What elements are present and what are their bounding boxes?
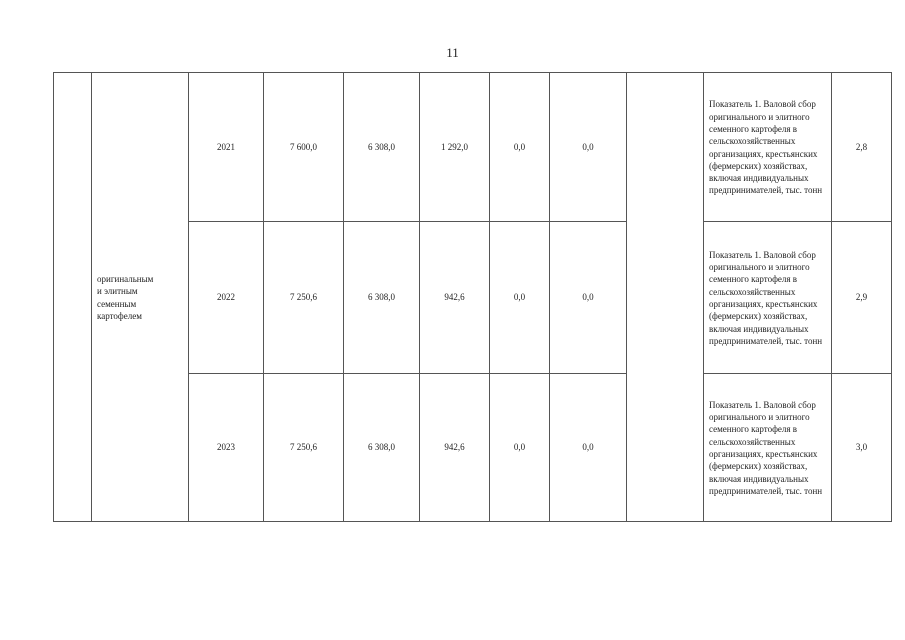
year-cell: 2023 xyxy=(189,374,264,522)
indicator-cell xyxy=(704,73,832,222)
indicator-value-cell: 2,8 xyxy=(832,73,892,222)
program-name-cell xyxy=(92,73,189,522)
total-cell: 7 250,6 xyxy=(264,374,344,522)
indicator-cell xyxy=(704,374,832,522)
total-cell: 7 600,0 xyxy=(264,73,344,222)
funding-cell-5: 0,0 xyxy=(550,73,627,222)
funding-cell-4: 0,0 xyxy=(490,374,550,522)
table-row xyxy=(54,73,892,222)
page-number: 11 xyxy=(446,45,459,60)
funding-cell-3: 942,6 xyxy=(420,374,490,522)
empty-cell xyxy=(627,73,704,522)
number-cell xyxy=(54,73,92,522)
funding-cell-3: 1 292,0 xyxy=(420,73,490,222)
funding-cell-2: 6 308,0 xyxy=(344,222,420,374)
indicator-cell xyxy=(704,222,832,374)
year-cell: 2022 xyxy=(189,222,264,374)
indicator-text: Показатель 1. Валовой сбор оригинального и элитного семенного картофеля в сельскохозяйственных организациях, крестьянских (фермерских) хозяйствах, включая индивидуальных предпринимателей, тыс. тонн xyxy=(709,249,823,346)
funding-cell-5: 0,0 xyxy=(550,222,627,374)
funding-cell-5: 0,0 xyxy=(550,374,627,522)
funding-cell-3: 942,6 xyxy=(420,222,490,374)
total-cell: 7 250,6 xyxy=(264,222,344,374)
program-table xyxy=(53,72,892,522)
indicator-text: Показатель 1. Валовой сбор оригинального и элитного семенного картофеля в сельскохозяйственных организациях, крестьянских (фермерских) хозяйствах, включая индивидуальных предпринимателей, тыс. тонн xyxy=(709,99,823,196)
indicator-value-cell: 2,9 xyxy=(832,222,892,374)
funding-cell-2: 6 308,0 xyxy=(344,374,420,522)
funding-cell-4: 0,0 xyxy=(490,222,550,374)
funding-cell-4: 0,0 xyxy=(490,73,550,222)
indicator-value-cell: 3,0 xyxy=(832,374,892,522)
program-name-text: оригинальным и элитным семенным картофелем xyxy=(97,273,154,321)
year-cell: 2021 xyxy=(189,73,264,222)
funding-cell-2: 6 308,0 xyxy=(344,73,420,222)
indicator-text: Показатель 1. Валовой сбор оригинального и элитного семенного картофеля в сельскохозяйственных организациях, крестьянских (фермерских) хозяйствах, включая индивидуальных предпринимателей, тыс. тонн xyxy=(709,399,823,496)
